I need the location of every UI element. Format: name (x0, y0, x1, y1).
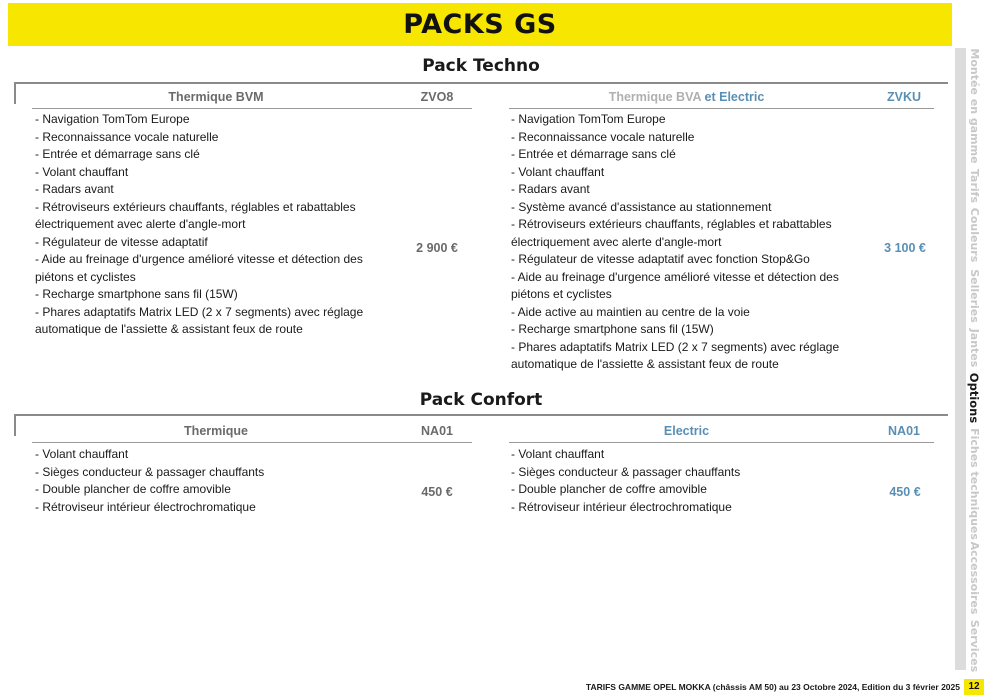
price: 450 € (889, 485, 921, 499)
side-nav-options[interactable]: Options (967, 372, 981, 424)
column-title-part: et Electric (704, 90, 765, 104)
list-item: - Navigation TomTom Europe (35, 112, 190, 126)
list-item: - Reconnaissance vocale naturelle (35, 129, 219, 144)
column-title-part: Thermique BVA (608, 90, 705, 104)
list-item: - Double plancher de coffre amovible (35, 482, 231, 496)
option-code: ZVKU (886, 90, 922, 104)
list-item: - Système avancé d'assistance au stationnement (511, 199, 772, 214)
feature-list-thermique (35, 446, 395, 516)
list-item: - Sièges conducteur & passager chauffants (35, 464, 265, 479)
section-divider-stub (14, 414, 16, 436)
side-nav-selleries[interactable]: Selleries (968, 269, 981, 323)
column-title-part: Thermique (184, 424, 248, 438)
side-nav-couleurs[interactable]: Couleurs (968, 207, 981, 263)
column-title-part: Thermique BVM (168, 90, 264, 104)
side-nav-montee-en-gamme[interactable]: Montée en gamme (968, 48, 981, 164)
option-code: NA01 (888, 424, 920, 438)
feature-list-electric (511, 446, 876, 516)
section-divider (14, 82, 948, 84)
list-item: - Reconnaissance vocale naturelle (511, 129, 695, 144)
side-nav-fiches-techniques[interactable]: Fiches techniques (968, 428, 981, 540)
list-item: - Radars avant (35, 182, 114, 196)
list-item: - Rétroviseurs extérieurs chauffants, réglables et rabattables électriquement avec alerte d'angle-mort (35, 199, 356, 231)
page-title: PACKS GS (403, 9, 557, 40)
list-item: - Régulateur de vitesse adaptatif (35, 234, 208, 249)
section-title-pack-techno: Pack Techno (422, 56, 540, 76)
list-item: - Entrée et démarrage sans clé (511, 147, 676, 161)
price: 2 900 € (416, 241, 458, 255)
list-item: - Volant chauffant (35, 164, 129, 179)
section-divider (14, 414, 948, 416)
side-nav-scrollbar[interactable] (955, 48, 966, 670)
list-item: - Rétroviseur intérieur électrochromatique (511, 499, 732, 514)
list-item: - Phares adaptatifs Matrix LED (2 x 7 segments) avec réglage automatique de l'assiette & assistant feux de route (511, 339, 840, 371)
page-number: 12 (964, 679, 984, 695)
list-item: - Volant chauffant (511, 164, 605, 179)
list-item: - Régulateur de vitesse adaptatif avec fonction Stop&Go (511, 252, 810, 266)
column-title-part: Electric (663, 424, 710, 438)
title-banner (8, 3, 952, 46)
column-title (32, 424, 400, 438)
list-item: - Aide au freinage d'urgence amélioré vitesse et détection des piétons et cyclistes (35, 252, 363, 284)
column-title (509, 424, 864, 438)
list-item: - Aide active au maintien au centre de la voie (511, 304, 750, 319)
section-title-pack-confort: Pack Confort (419, 390, 543, 410)
option-code: NA01 (421, 424, 453, 438)
price: 3 100 € (884, 241, 926, 255)
option-code: ZVO8 (420, 90, 454, 104)
list-item: - Radars avant (511, 182, 590, 196)
side-nav-services[interactable]: Services (968, 619, 981, 673)
list-item: - Recharge smartphone sans fil (15W) (511, 322, 714, 336)
column-header-thermique-bva-electric (509, 89, 934, 109)
column-header-thermique-bvm (32, 89, 472, 109)
price: 450 € (421, 485, 453, 499)
feature-list-thermique-bvm (35, 111, 395, 339)
side-nav-accessoires[interactable]: Accessoires (968, 541, 981, 615)
list-item: - Rétroviseurs extérieurs chauffants, réglables et rabattables électriquement avec alerte d'angle-mort (511, 217, 832, 249)
list-item: - Sièges conducteur & passager chauffants (511, 464, 741, 479)
footer-text: TARIFS GAMME OPEL MOKKA (châssis AM 50) au 23 Octobre 2024, Edition du 3 février 2025 (585, 682, 960, 692)
list-item: - Recharge smartphone sans fil (15W) (35, 287, 238, 301)
list-item: - Double plancher de coffre amovible (511, 482, 707, 496)
side-nav-tarifs[interactable]: Tarifs (968, 168, 981, 204)
feature-list-thermique-bva-electric (511, 111, 876, 374)
column-header-electric (509, 423, 934, 443)
list-item: - Phares adaptatifs Matrix LED (2 x 7 segments) avec réglage automatique de l'assiette & assistant feux de route (35, 304, 364, 336)
side-nav-jantes[interactable]: Jantes (968, 328, 981, 368)
list-item: - Aide au freinage d'urgence amélioré vitesse et détection des piétons et cyclistes (511, 269, 839, 301)
column-title (32, 90, 400, 104)
list-item: - Volant chauffant (511, 447, 605, 461)
list-item: - Rétroviseur intérieur électrochromatique (35, 499, 256, 514)
list-item: - Entrée et démarrage sans clé (35, 147, 200, 161)
list-item: - Navigation TomTom Europe (511, 112, 666, 126)
column-header-thermique (32, 423, 472, 443)
section-divider-stub (14, 82, 16, 104)
list-item: - Volant chauffant (35, 447, 129, 461)
column-title (509, 90, 864, 104)
